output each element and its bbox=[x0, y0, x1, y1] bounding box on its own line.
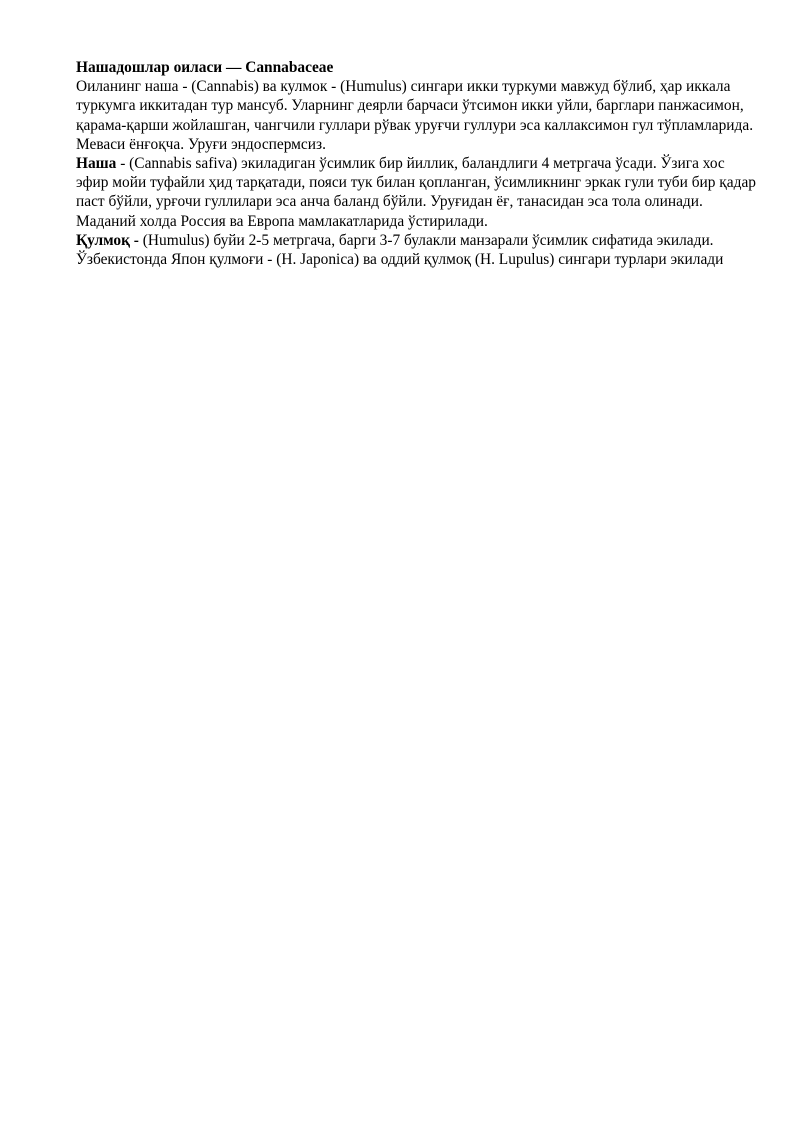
section-paragraph-qulmoq bbox=[76, 231, 756, 269]
term-nasha: Наша bbox=[76, 155, 117, 173]
section-paragraph-nasha bbox=[76, 154, 756, 231]
term-qulmoq: Қулмоқ - bbox=[76, 231, 139, 249]
document-title: Нашадошлар оиласи — Cannabaceae bbox=[76, 59, 334, 76]
section-text-qulmoq: (Humulus) буйи 2-5 метргача, барги 3-7 булакли манзарали ўсимлик сифатида экилади. Ўзбекистонда Япон қулмоғи - (H. Japonica) ва оддий қулмоқ (H. Lupulus) сингари турлари экилади bbox=[76, 231, 724, 269]
document-page bbox=[76, 58, 756, 269]
section-text-nasha: - (Cannabis safiva) экиладиган ўсимлик бир йиллик, баландлиги 4 метргача ўсади. Ўзига хос эфир мойи туфайли ҳид тарқатади, пояси тук билан қопланган, ўсимликнинг эркак гули туби бир қадар паст бўйли, урғочи гуллилари эса анча баланд бўйли. Уруғидан ёғ, танасидан эса тола олинади. Маданий холда Россия ва Европа мамлакатларида ўстирилади. bbox=[76, 155, 756, 230]
intro-paragraph: Оиланинг наша - (Cannabis) ва кулмок - (Humulus) сингари икки туркуми мавжуд бўлиб, ҳар иккала туркумга иккитадан тур мансуб. Уларнинг деярли барчаси ўтсимон икки уйли, барглари панжасимон, қарама-қарши жойлашган, чангчили гуллари рўвак уруғчи гуллури эса каллаксимон гул тўпламларида. Меваси ёнғоқча. Уруғи эндоспермсиз. bbox=[76, 78, 754, 153]
